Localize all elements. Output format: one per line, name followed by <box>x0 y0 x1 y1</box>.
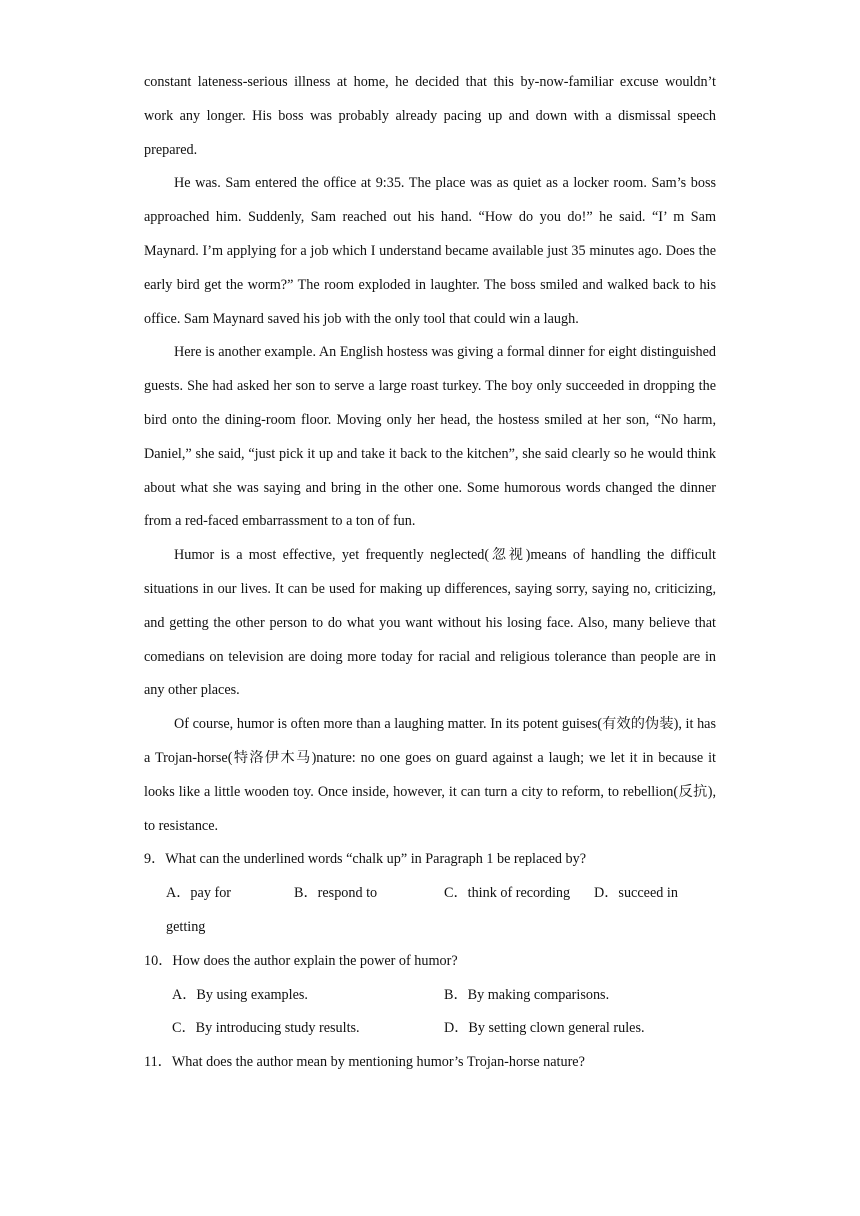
question-10-options-row-1 <box>144 979 716 1013</box>
paragraph-2: He was. Sam entered the office at 9:35. The place was as quiet as a locker room. Sam’s boss approached him. Suddenly, Sam reached out his hand. “How do you do!” he said. “I’ m Sam Maynard. I’m applying for a job which I understand became available just 35 minutes ago. Does the early bird get the worm?” The room exploded in laughter. The boss smiled and walked back to his office. Sam Maynard saved his job with the only tool that could win a laugh. <box>144 175 716 327</box>
option-10b: B．By making comparisons. <box>444 986 610 1003</box>
option-9a: A．pay for <box>166 885 232 902</box>
paragraph-5: Of course, humor is often more than a laughing matter. In its potent guises(有效的伪装), it has a Trojan-horse(特洛伊木马)nature: no one goes on guard against a laugh; we let it in because it looks like a little wooden toy. Once inside, however, it can turn a city to reform, to rebellion(反抗), to resistance. <box>144 716 716 834</box>
question-10-stem: 10．How does the author explain the power of humor? <box>144 952 458 969</box>
question-10-options-row-2 <box>144 1012 716 1046</box>
paragraph-3: Here is another example. An English hostess was giving a formal dinner for eight distinguished guests. She had asked her son to serve a large roast turkey. The boy only succeeded in dropping the bird onto the dining-room floor. Moving only her head, the hostess smiled at her son, “No harm, Daniel,” she said, “just pick it up and take it back to the kitchen”, she said clearly so he would think about what she was saying and bring in the other one. Some humorous words changed the dinner from a red-faced embarrassment to a ton of fun. <box>144 344 716 530</box>
question-11-stem: 11．What does the author mean by mentioning humor’s Trojan-horse nature? <box>144 1054 585 1071</box>
question-11 <box>144 1046 716 1080</box>
document-page <box>144 66 716 1080</box>
question-9 <box>144 843 716 944</box>
question-9-stem: 9．What can the underlined words “chalk up” in Paragraph 1 be replaced by? <box>144 851 587 868</box>
question-10 <box>144 945 716 1046</box>
option-9c: C．think of recording <box>444 885 571 902</box>
option-9d-continued: getting <box>166 918 206 935</box>
option-9b: B．respond to <box>294 885 378 902</box>
option-10a: A．By using examples. <box>172 986 308 1003</box>
paragraph-4: Humor is a most effective, yet frequently neglected(忽视)means of handling the difficult situations in our lives. It can be used for making up differences, saying sorry, saying no, criticizing, and getting the other person to do what you want without his losing face. Also, many believe that comedians on television are doing more today for racial and religious tolerance than people are in any other places. <box>144 547 716 699</box>
question-9-options <box>144 877 716 911</box>
option-10d: D．By setting clown general rules. <box>444 1020 645 1037</box>
paragraph-1: constant lateness-serious illness at home, he decided that this by-now-familiar excuse wouldn’t work any longer. His boss was probably already pacing up and down with a dismissal speech prepared. <box>144 74 716 158</box>
option-9d: D．succeed in <box>594 885 678 902</box>
option-10c: C．By introducing study results. <box>172 1020 360 1037</box>
